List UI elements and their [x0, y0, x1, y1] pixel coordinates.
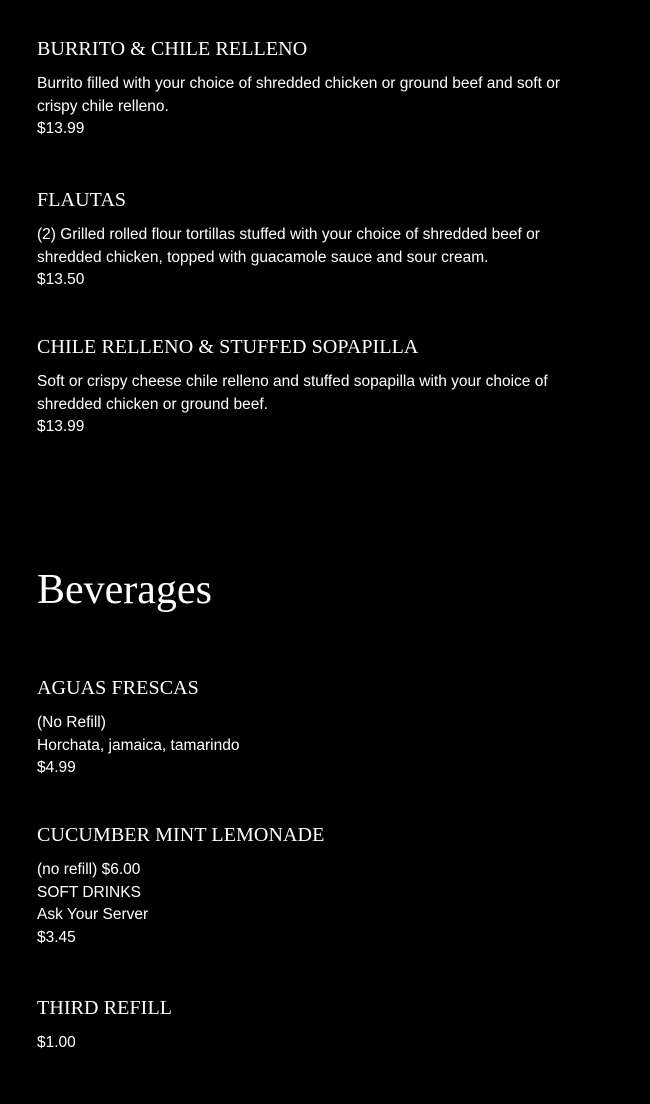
menu-item-note: (no refill) $6.00	[37, 861, 141, 878]
menu-item-description: (2) Grilled rolled flour tortillas stuffed with your choice of shredded beef or	[37, 226, 540, 243]
menu-item-details	[37, 859, 627, 949]
menu-item-subheading: SOFT DRINKS	[37, 883, 141, 901]
menu-item-description: crispy chile relleno.	[37, 97, 169, 115]
menu-item-description: Ask Your Server	[37, 906, 149, 924]
menu-item-details	[37, 1032, 627, 1055]
menu-item-details	[37, 224, 627, 292]
menu-item-name: FLAUTAS	[37, 189, 127, 211]
menu-item-name: BURRITO & CHILE RELLENO	[37, 38, 308, 60]
menu-item-details	[37, 73, 627, 141]
menu-item-price: $4.99	[37, 759, 76, 777]
menu-item-details	[37, 712, 627, 780]
section-title-beverages: Beverages	[37, 567, 212, 613]
menu-item-name: AGUAS FRESCAS	[37, 677, 199, 699]
menu-item-name: THIRD REFILL	[37, 997, 173, 1019]
menu-item-name: CHILE RELLENO & STUFFED SOPAPILLA	[37, 336, 419, 358]
menu-item-description: Soft or crispy cheese chile relleno and stuffed sopapilla with your choice of	[37, 373, 548, 390]
menu-item-note: (No Refill)	[37, 714, 106, 731]
menu-item-name: CUCUMBER MINT LEMONADE	[37, 824, 325, 846]
menu-item-price: $3.45	[37, 928, 76, 946]
menu-item-description: shredded chicken or ground beef.	[37, 395, 268, 413]
menu-item-description: Horchata, jamaica, tamarindo	[37, 736, 240, 754]
menu-item-price: $13.99	[37, 418, 85, 436]
menu-item-price: $13.50	[37, 271, 85, 289]
menu-item-price: $13.99	[37, 120, 85, 138]
menu-item-description: shredded chicken, topped with guacamole sauce and sour cream.	[37, 248, 489, 266]
menu-item-price: $1.00	[37, 1034, 76, 1051]
menu-item-details	[37, 371, 627, 439]
menu-item-description: Burrito filled with your choice of shredded chicken or ground beef and soft or	[37, 75, 560, 92]
